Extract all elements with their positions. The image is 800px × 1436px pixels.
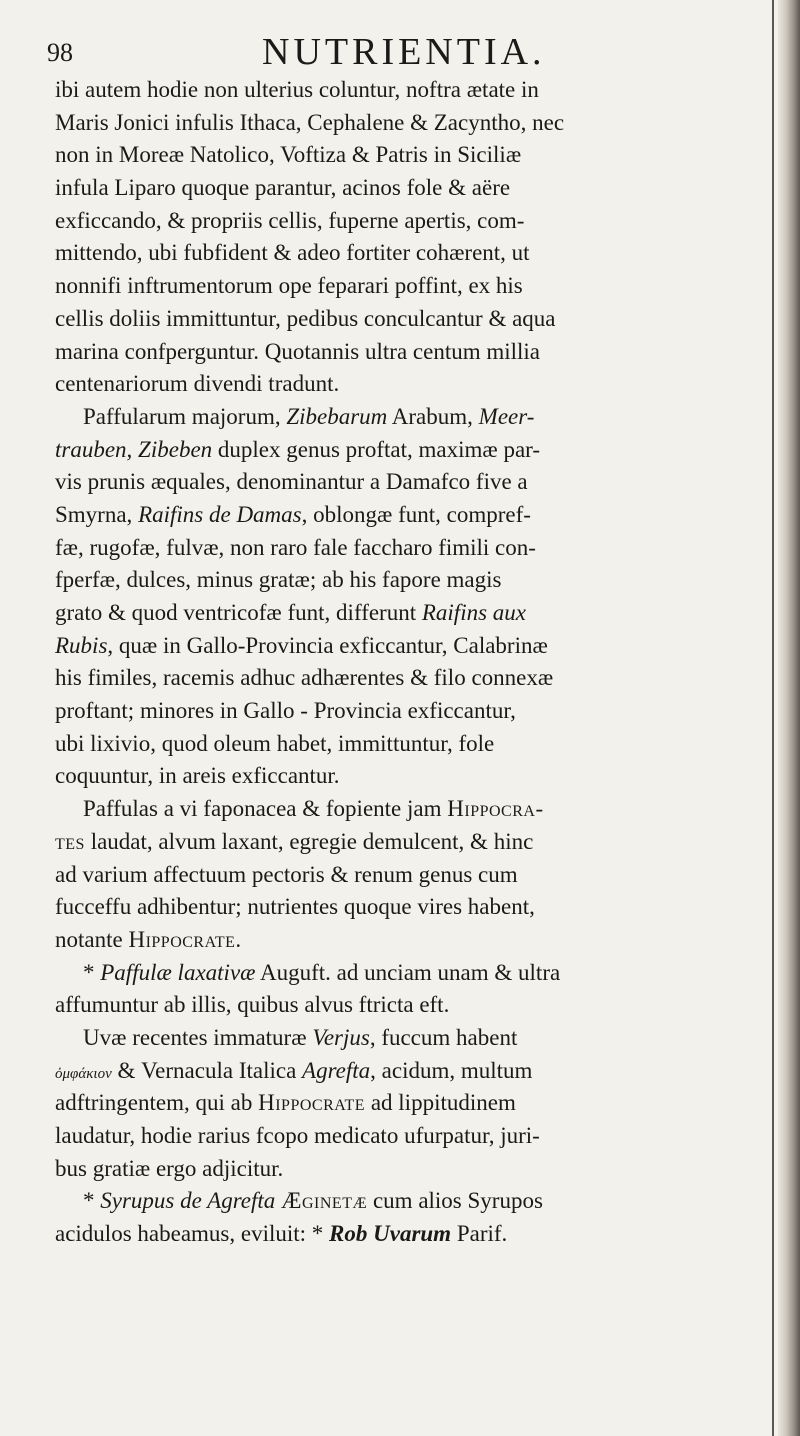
text-segment: Auguft. ad unciam unam & ultra [255, 959, 561, 985]
text-segment: cellis doliis immittuntur, pedibus conculcantur & aqua [55, 305, 556, 331]
text-segment: & Vernacula Italica [111, 1057, 303, 1083]
text-line [55, 466, 720, 499]
text-segment: ὀμφάκιον [55, 1065, 112, 1082]
text-segment: bus gratiæ ergo adjicitur. [55, 1155, 284, 1181]
text-segment: Paffulas a vi faponacea & fopiente jam [83, 796, 448, 822]
text-segment: ubi lixivio, quod oleum habet, immittuntur, fole [55, 730, 495, 756]
text-segment: notante [55, 926, 129, 952]
text-segment: Paffularum majorum, [83, 403, 287, 429]
text-segment: fucceffu adhibentur; nutrientes quoque vires habent, [55, 894, 535, 920]
text-line [55, 74, 720, 107]
text-segment: Arabum, [387, 403, 479, 429]
text-segment: Syrupus de Agrefta [100, 1188, 276, 1214]
text-segment: Rob Uvarum [329, 1221, 452, 1247]
body-text [55, 74, 720, 1251]
text-line [55, 434, 720, 467]
text-line [55, 303, 720, 336]
text-line [55, 957, 720, 990]
text-line [55, 1185, 720, 1218]
text-segment: adftringentem, qui ab [55, 1090, 259, 1116]
text-segment: * [83, 959, 101, 985]
text-segment: ad lippitudinem [365, 1090, 516, 1116]
text-segment: . [235, 926, 242, 952]
text-line [55, 172, 720, 205]
text-segment: * [83, 1188, 101, 1214]
text-segment: Agrefta [302, 1057, 371, 1083]
text-segment: cum alios Syrupos [367, 1188, 543, 1214]
text-line [55, 1087, 720, 1120]
text-segment: infula Liparo quoque parantur, acinos fole & aëre [55, 175, 511, 201]
text-line [55, 107, 720, 140]
page-number: 98 [47, 38, 73, 67]
text-line [55, 891, 720, 924]
text-segment: Verjus [312, 1024, 370, 1050]
text-segment: fæ, rugofæ, fulvæ, non raro fale faccharo fimili con- [55, 534, 536, 560]
text-segment: marina confperguntur. Quotannis ultra centum millia [55, 338, 541, 364]
text-segment: Maris Jonici infulis Ithaca, Cephalene & Zacyntho, nec [55, 109, 565, 135]
text-segment: , fuccum habent [369, 1024, 518, 1050]
text-segment: coquuntur, in areis exficcantur. [55, 763, 340, 789]
text-segment: tes [55, 828, 85, 854]
text-line [55, 139, 720, 172]
text-segment: , oblongæ funt, compref- [301, 501, 531, 527]
text-line [55, 1055, 720, 1088]
text-line [55, 630, 720, 663]
text-segment: ibi autem hodie non ulterius coluntur, noftra ætate in [55, 77, 539, 102]
text-segment: his fimiles, racemis adhuc adhærentes & filo connexæ [55, 665, 554, 691]
text-line [55, 859, 720, 892]
text-segment: duplex genus proftat, maximæ par- [212, 436, 541, 462]
text-line [55, 924, 720, 957]
page-edge-line [772, 0, 774, 1436]
page-header [47, 30, 727, 80]
text-line [55, 826, 720, 859]
text-line [55, 1022, 720, 1055]
text-line [55, 1218, 720, 1251]
text-line [55, 597, 720, 630]
text-segment: fperfæ, dulces, minus gratæ; ab his fapore magis [55, 567, 502, 593]
text-line [55, 336, 720, 369]
text-segment: trauben, Zibeben [55, 436, 213, 462]
text-segment: affumuntur ab illis, quibus alvus ftricta eft. [55, 992, 450, 1018]
text-segment: laudat, alvum laxant, egregie demulcent, & hinc [84, 828, 534, 854]
text-segment: Hippocrate [128, 926, 236, 952]
text-segment: , acidum, multum [370, 1057, 533, 1083]
text-segment: Zibebarum [286, 403, 388, 429]
text-segment: Uvæ recentes immaturæ [83, 1024, 313, 1050]
text-segment: centenariorum divendi tradunt. [55, 371, 340, 397]
text-segment: Meer- [478, 403, 535, 429]
text-segment: Rubis [55, 632, 108, 658]
text-segment: Parif. [451, 1221, 508, 1247]
text-line [55, 532, 720, 565]
text-segment: non in Moreæ Natolico, Voftiza & Patris in Siciliæ [55, 142, 522, 168]
text-segment: Smyrna, [55, 501, 139, 527]
text-line [55, 401, 720, 434]
text-line [55, 793, 720, 826]
text-segment: mittendo, ubi fubfident & adeo fortiter cohærent, ut [55, 240, 530, 266]
text-line [55, 237, 720, 270]
text-segment: vis prunis æquales, denominantur a Damafco five a [55, 469, 528, 495]
text-line [55, 205, 720, 238]
text-segment: Paffulæ laxativæ [100, 959, 256, 985]
text-segment: exficcando, & propriis cellis, fuperne apertis, com- [55, 207, 525, 233]
text-segment: laudatur, hodie rarius fcopo medicato ufurpatur, juri- [55, 1123, 540, 1148]
text-segment: grato & quod ventricofæ funt, differunt [55, 600, 422, 625]
text-segment: Hippocrate [258, 1090, 366, 1116]
text-segment: nonnifi inftrumentorum ope feparari poffint, ex his [55, 273, 523, 299]
text-segment: , quæ in Gallo-Provincia exficcantur, Calabrinæ [107, 632, 548, 658]
text-segment: Hippocra- [447, 796, 544, 822]
text-line [55, 499, 720, 532]
text-segment: proftant; minores in Gallo - Provincia exficcantur, [55, 698, 516, 724]
text-line [55, 695, 720, 728]
text-line [55, 1153, 720, 1186]
text-line [55, 728, 720, 761]
page-binding-edge [778, 0, 800, 1436]
text-segment: Raifins de Damas [138, 501, 302, 527]
text-segment: ad varium affectuum pectoris & renum genus cum [55, 861, 518, 887]
text-line [55, 989, 720, 1022]
running-head: NUTRIENTIA. [262, 31, 546, 73]
text-line [55, 270, 720, 303]
text-line [55, 368, 720, 401]
text-line [55, 662, 720, 695]
text-line [55, 1120, 720, 1153]
text-line [55, 564, 720, 597]
text-segment: acidulos habeamus, eviluit: * [55, 1221, 330, 1247]
text-segment: Æginetæ [281, 1188, 368, 1214]
text-line [55, 760, 720, 793]
text-segment: Raifins aux [421, 600, 526, 625]
